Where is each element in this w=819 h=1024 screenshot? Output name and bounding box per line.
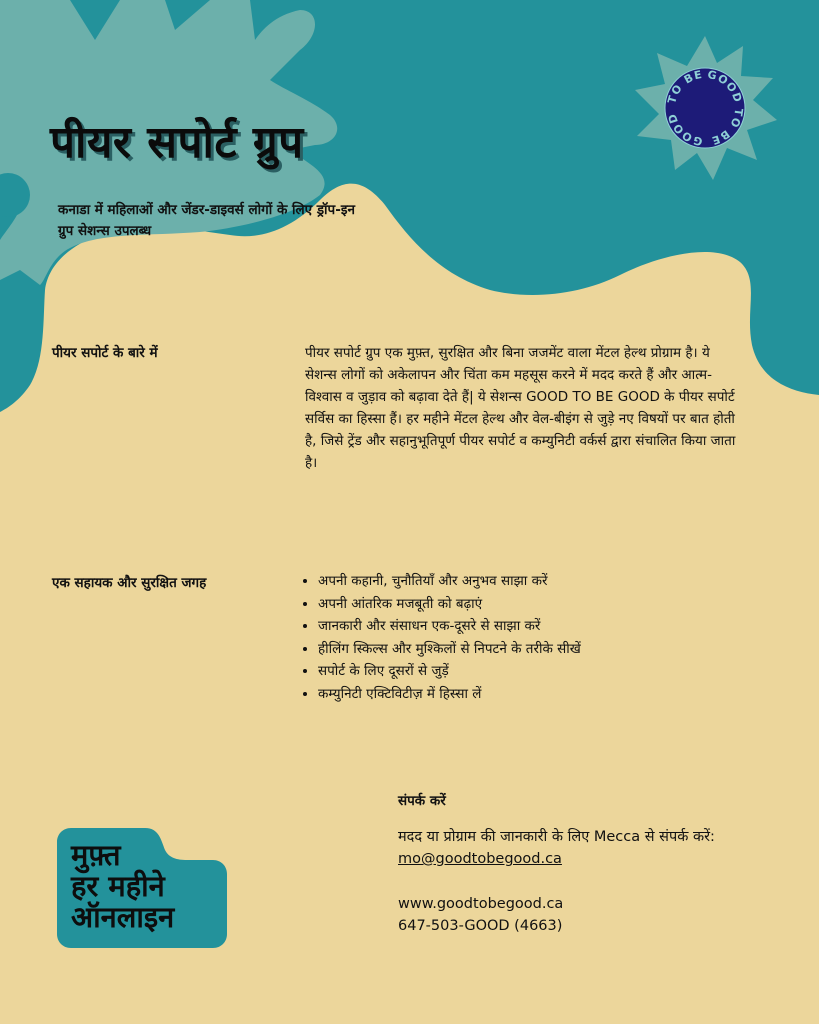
badge-text [71,840,174,933]
list-item: • जानकारी और संसाधन एक-दूसरे से साझा करें [318,615,778,638]
list-item: • अपनी कहानी, चुनौतियाँ और अनुभव साझा करें [318,570,778,593]
page-title: पीयर सपोर्ट ग्रुप [50,117,304,168]
good-to-be-good-logo [608,20,803,200]
logo-text-left: TO BE [665,67,704,105]
free-monthly-online-badge [57,828,227,948]
page-subtitle: कनाडा में महिलाओं और जेंडर-डाइवर्स लोगों के लिए ड्रॉप-इन ग्रुप सेशन्स उपलब्ध [58,202,355,239]
contact-phone: 647-503-GOOD (4663) [398,918,563,934]
list-item: • कम्युनिटी एक्टिविटीज़ में हिस्सा लें [318,683,778,706]
badge-line-monthly: हर महीने [71,869,165,903]
badge-line-free: मुफ़्त [71,838,121,872]
safe-space-label: एक सहायक और सुरक्षित जगह [52,575,207,591]
list-item: • हीलिंग स्किल्स और मुश्किलों से निपटने के तरीके सीखें [318,638,778,661]
about-text: पीयर सपोर्ट ग्रुप एक मुफ़्त, सुरक्षित और बिना जजमेंट वाला मेंटल हेल्थ प्रोग्राम है। ये सेशन्स लोगों को अकेलापन और चिंता कम महसूस करने में मदद करते हैं और आत्म-विश्वास व जुड़ाव को बढ़ावा देते हैं| ये सेशन्स GOOD TO BE GOOD के पीयर सपोर्ट सर्विस का हिस्सा हैं। हर महीने मेंटल हेल्थ और वेल-बीइंग से जुड़े नए विषयों पर बात होती है, जिसे ट्रेंड और सहानुभूतिपूर्ण पीयर सपोर्ट व कम्युनिटी वर्कर्स द्वारा संचालित किया जाता है। [305,345,736,471]
contact-email-link[interactable]: mo@goodtobegood.ca [398,851,562,867]
logo-text-right: TO BE [709,107,746,148]
badge-line-online: ऑनलाइन [71,900,175,934]
logo-text-top: GOOD [706,67,745,105]
contact-website[interactable]: www.goodtobegood.ca [398,896,564,912]
safe-space-list [298,570,778,705]
list-item: • सपोर्ट के लिए दूसरों से जुड़ें [318,660,778,683]
contact-block [398,826,798,870]
list-item: • अपनी आंतरिक मजबूती को बढ़ाएं [318,593,778,616]
contact-heading: संपर्क करें [398,793,446,809]
logo-text-bottom: GOOD [665,111,704,149]
about-label: पीयर सपोर्ट के बारे में [52,345,158,361]
contact-text: मदद या प्रोग्राम की जानकारी के लिए Mecca से संपर्क करें: [398,829,715,845]
